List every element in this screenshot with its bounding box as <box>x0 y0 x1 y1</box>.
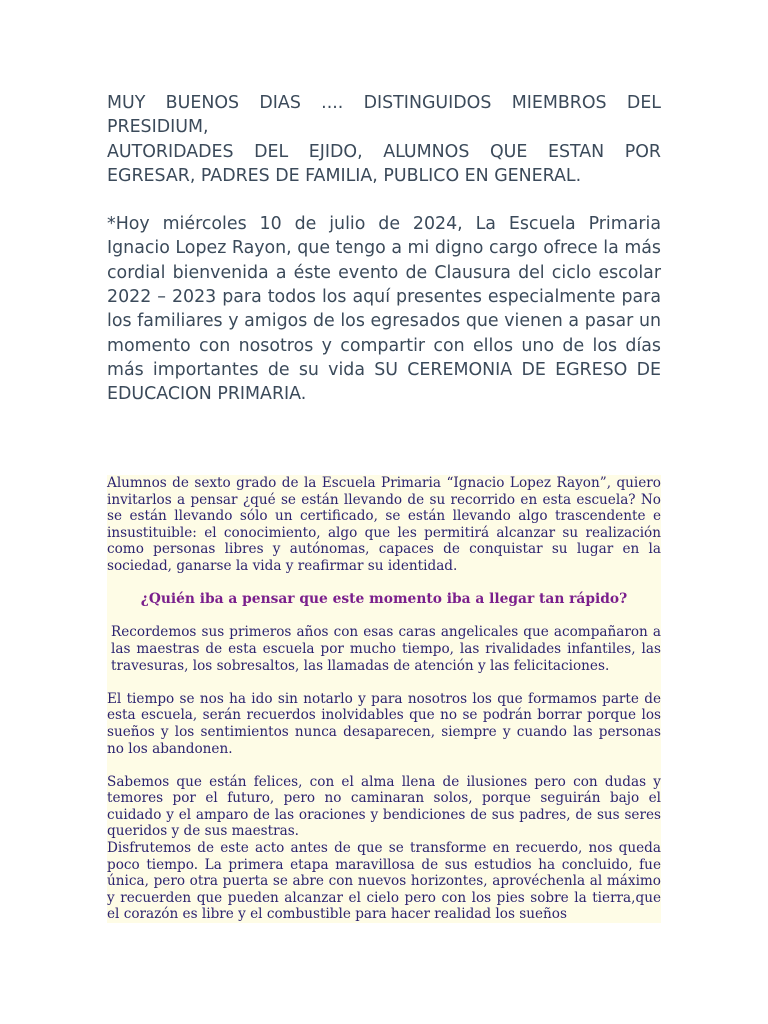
letter-paragraph-1: Alumnos de sexto grado de la Escuela Primaria “Ignacio Lopez Rayon”, quiero invitarlos a pensar ¿qué se están llevando de su recorrido en esta escuela? No se están llevando sólo un certificado, se están llevando algo trascendente e insustituible: el conocimiento, algo que les permitirá alcanzar su realización como personas libres y autónomas, capaces de conquistar su lugar en la sociedad, ganarse la vida y reafirmar su identidad. <box>107 475 661 574</box>
letter-paragraph-3: El tiempo se nos ha ido sin notarlo y para nosotros los que formamos parte de esta escuela, serán recuerdos inolvidables que no se podrán borrar porque los sueños y los sentimientos nunca desaparecen, siempre y cuando las personas no los abandonen. <box>107 690 661 757</box>
letter-question: ¿Quién iba a pensar que este momento iba a llegar tan rápido? <box>140 591 628 608</box>
spacer <box>107 674 661 691</box>
letter-section <box>107 475 661 923</box>
spacer <box>107 608 661 625</box>
welcome-paragraph: *Hoy miércoles 10 de julio de 2024, La Escuela Primaria Ignacio Lopez Rayon, que tengo a mi digno cargo ofrece la más cordial bienvenida a éste evento de Clausura del ciclo escolar 2022 – 2023 para todos los aquí presentes especialmente para los familiares y amigos de los egresados que vienen a pasar un momento con nosotros y compartir con ellos uno de los días más importantes de su vida SU CEREMONIA DE EGRESO DE EDUCACION PRIMARIA. <box>107 214 661 405</box>
spacer <box>107 575 661 592</box>
greeting-line-2: AUTORIDADES DEL EJIDO, ALUMNOS QUE ESTAN POR EGRESAR, PADRES DE FAMILIA, PUBLICO EN GENERAL. <box>107 141 661 186</box>
letter-paragraph-4: Sabemos que están felices, con el alma llena de ilusiones pero con dudas y temores por el futuro, pero no caminaran solos, porque seguirán bajo el cuidado y el amparo de las oraciones y bendiciones de sus padres, de sus seres queridos y de sus maestras. <box>107 773 661 840</box>
greeting-line-1: MUY BUENOS DIAS .... DISTINGUIDOS MIEMBROS DEL PRESIDIUM, <box>107 93 661 138</box>
spacer <box>107 757 661 774</box>
letter-paragraph-2: Recordemos sus primeros años con esas caras angelicales que acompañaron a las maestras de esta escuela por mucho tiempo, las rivalidades infantiles, las travesuras, los sobresaltos, las llamadas de atención y las felicitaciones. <box>111 624 661 674</box>
intro-section <box>107 91 661 407</box>
spacer <box>107 188 661 212</box>
letter-paragraph-5: Disfrutemos de este acto antes de que se transforme en recuerdo, nos queda poco tiempo. La primera etapa maravillosa de sus estudios ha concluido, fue única, pero otra puerta se abre con nuevos horizontes, aprovéchenla al máximo y recuerden que pueden alcanzar el cielo pero con los pies sobre la tierra,que el corazón es libre y el combustible para hacer realidad los sueños <box>107 840 661 923</box>
document-page <box>107 91 661 407</box>
